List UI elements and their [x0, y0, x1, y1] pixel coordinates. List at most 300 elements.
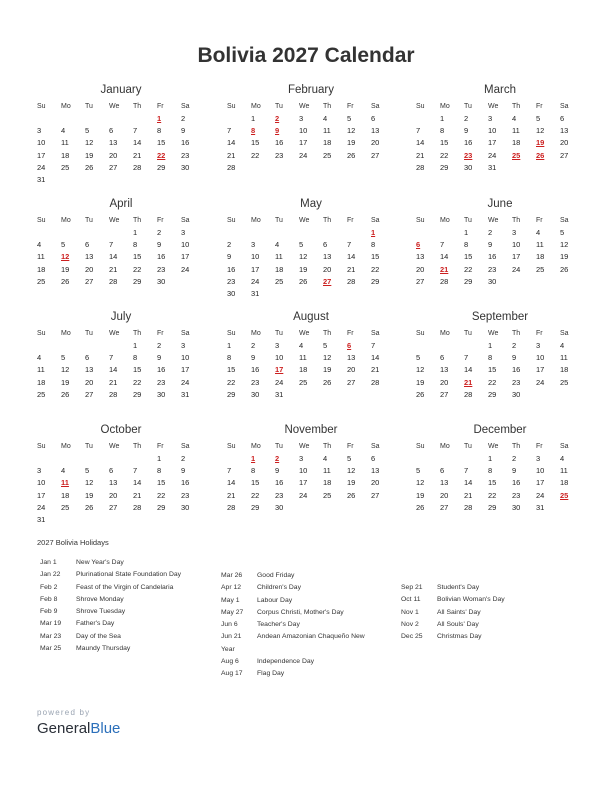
weekday-label: Tu [275, 443, 283, 450]
day-cell: 23 [275, 150, 284, 160]
week-row [37, 251, 205, 263]
day-cell: 22 [227, 377, 236, 387]
holiday-date: Jun 21 [221, 633, 242, 641]
month-august [227, 310, 395, 401]
day-cell: 5 [347, 114, 352, 123]
day-cell: 8 [133, 240, 138, 250]
holiday-name: Year [221, 645, 235, 653]
weekday-label: Mo [440, 330, 450, 337]
weekday-header [416, 101, 584, 113]
empty-day-cell [371, 288, 395, 300]
day-cell: 14 [464, 365, 473, 375]
day-cell: 27 [85, 389, 94, 399]
day-cell: 16 [251, 365, 260, 375]
empty-day-cell [299, 389, 323, 401]
holiday-date: Feb 8 [40, 595, 58, 603]
day-cell: 17 [181, 252, 190, 262]
holiday-name: Feast of the Virgin of Candelaria [76, 583, 174, 591]
week-row [37, 465, 205, 477]
empty-day-cell [560, 389, 584, 401]
holiday-date: Mar 19 [40, 620, 62, 628]
week-row [227, 288, 395, 300]
day-cell: 25 [275, 276, 284, 286]
day-cell: 1 [133, 341, 138, 350]
day-cell: 15 [488, 478, 497, 488]
day-cell: 4 [61, 466, 66, 476]
day-cell: 14 [227, 478, 236, 488]
day-cell: 24 [299, 490, 308, 500]
day-cell: 20 [347, 365, 356, 375]
day-cell: 19 [61, 264, 70, 274]
holiday-day-cell: 26 [536, 150, 545, 160]
day-cell: 28 [464, 502, 473, 512]
day-cell: 30 [488, 276, 497, 286]
holiday-list-column-1 [40, 557, 181, 655]
day-cell: 14 [227, 138, 236, 148]
weekday-label: We [488, 217, 499, 224]
holiday-entry [40, 569, 181, 581]
day-cell: 17 [536, 365, 545, 375]
empty-day-cell [227, 453, 251, 465]
week-row [37, 477, 205, 489]
holiday-name: Independence Day [257, 658, 315, 666]
week-row [37, 389, 205, 401]
weekday-label: Sa [371, 330, 380, 337]
day-cell: 24 [37, 502, 46, 512]
day-cell: 30 [512, 502, 521, 512]
day-cell: 21 [109, 377, 118, 387]
empty-day-cell [275, 162, 299, 174]
day-cell: 16 [157, 252, 166, 262]
weekday-label: Sa [371, 103, 380, 110]
day-cell: 10 [299, 466, 308, 476]
day-cell: 19 [416, 377, 425, 387]
day-cell: 14 [133, 138, 142, 148]
day-cell: 15 [440, 138, 449, 148]
weekday-label: Mo [251, 330, 261, 337]
day-cell: 10 [181, 240, 190, 250]
day-cell: 20 [440, 377, 449, 387]
day-cell: 23 [512, 377, 521, 387]
day-cell: 12 [85, 138, 94, 148]
holiday-day-cell: 1 [371, 228, 376, 237]
week-row [227, 137, 395, 149]
day-cell: 15 [371, 252, 380, 262]
day-cell: 11 [323, 466, 331, 476]
weekday-label: Th [323, 217, 332, 224]
weekday-label: Tu [275, 217, 283, 224]
day-cell: 27 [109, 162, 118, 172]
day-cell: 21 [347, 264, 356, 274]
day-cell: 30 [251, 389, 260, 399]
day-cell: 11 [61, 138, 69, 148]
holiday-day-cell: 25 [512, 150, 521, 160]
day-cell: 15 [251, 478, 260, 488]
day-cell: 19 [85, 150, 94, 160]
week-row [37, 125, 205, 137]
month-name: October [100, 424, 142, 436]
empty-day-cell [299, 227, 323, 239]
day-cell: 27 [347, 377, 356, 387]
holiday-date: Apr 12 [221, 584, 242, 592]
empty-day-cell [464, 340, 488, 352]
week-row [227, 502, 395, 514]
empty-day-cell [181, 276, 205, 288]
empty-day-cell [85, 227, 109, 239]
day-cell: 29 [157, 162, 166, 172]
empty-day-cell [109, 227, 133, 239]
day-cell: 17 [299, 478, 308, 488]
weekday-label: Tu [464, 103, 472, 110]
day-cell: 8 [371, 240, 376, 250]
day-cell: 28 [371, 377, 380, 387]
weekday-label: Su [416, 217, 425, 224]
week-row [227, 227, 395, 239]
day-cell: 2 [512, 341, 517, 350]
weekday-label: Th [512, 103, 521, 110]
week-row [37, 239, 205, 251]
day-cell: 22 [488, 377, 497, 387]
day-cell: 18 [536, 252, 545, 262]
brand-part-blue: Blue [90, 720, 121, 737]
empty-day-cell [440, 340, 464, 352]
weekday-label: Tu [275, 330, 283, 337]
empty-day-cell [61, 227, 85, 239]
week-row [37, 113, 205, 125]
month-october [37, 423, 205, 526]
day-cell: 6 [85, 353, 90, 363]
holiday-day-cell: 17 [275, 365, 284, 375]
empty-day-cell [61, 514, 85, 526]
day-cell: 10 [181, 353, 190, 363]
empty-day-cell [347, 162, 371, 174]
holiday-day-cell: 9 [275, 126, 280, 136]
week-row [37, 453, 205, 465]
holidays-title: 2027 Bolivia Holidays [37, 538, 109, 547]
day-cell: 31 [275, 389, 284, 399]
week-row [37, 264, 205, 276]
week-row [227, 490, 395, 502]
week-row [227, 150, 395, 162]
day-cell: 13 [85, 252, 94, 262]
weekday-label: Th [133, 103, 142, 110]
day-cell: 23 [251, 377, 260, 387]
day-cell: 24 [275, 377, 284, 387]
day-cell: 15 [133, 252, 142, 262]
weekday-label: Su [227, 103, 236, 110]
empty-day-cell [440, 453, 464, 465]
day-cell: 31 [251, 288, 260, 298]
day-cell: 5 [536, 114, 541, 123]
empty-day-cell [157, 174, 181, 186]
holiday-date: Aug 6 [221, 658, 239, 666]
day-cell: 28 [464, 389, 473, 399]
day-cell: 17 [536, 478, 545, 488]
day-cell: 28 [109, 389, 118, 399]
weekday-label: Tu [464, 330, 472, 337]
weekday-label: Mo [440, 217, 450, 224]
empty-day-cell [299, 162, 323, 174]
day-cell: 18 [37, 377, 46, 387]
month-april [37, 197, 205, 288]
weekday-label: Tu [85, 217, 93, 224]
day-cell: 9 [251, 353, 256, 363]
day-cell: 21 [227, 150, 236, 160]
day-cell: 2 [157, 341, 162, 350]
day-cell: 26 [323, 377, 332, 387]
weekday-label: Sa [560, 217, 569, 224]
day-cell: 27 [371, 490, 380, 500]
holiday-entry [221, 668, 365, 680]
day-cell: 19 [323, 365, 332, 375]
holiday-entry [401, 631, 505, 643]
week-row [416, 264, 584, 276]
day-cell: 10 [488, 126, 497, 136]
day-cell: 26 [416, 389, 425, 399]
empty-day-cell [464, 453, 488, 465]
day-cell: 26 [85, 162, 94, 172]
day-cell: 12 [347, 126, 356, 136]
empty-day-cell [416, 113, 440, 125]
holiday-day-cell: 27 [323, 276, 332, 286]
day-cell: 17 [181, 365, 190, 375]
month-name: January [100, 84, 142, 96]
day-cell: 20 [371, 478, 380, 488]
day-cell: 10 [251, 252, 260, 262]
day-cell: 8 [227, 353, 232, 363]
week-row [227, 364, 395, 376]
holiday-date: Feb 2 [40, 583, 58, 591]
weekday-label: Su [37, 103, 46, 110]
weekday-label: Sa [560, 330, 569, 337]
day-cell: 6 [440, 353, 445, 363]
weekday-label: Fr [157, 330, 164, 337]
weekday-label: Sa [181, 443, 190, 450]
day-cell: 4 [512, 114, 517, 123]
holiday-entry [40, 594, 181, 606]
day-cell: 7 [440, 240, 445, 250]
day-cell: 22 [251, 150, 260, 160]
weekday-label: We [109, 330, 120, 337]
weekday-label: We [488, 103, 499, 110]
day-cell: 25 [37, 276, 46, 286]
week-row [416, 502, 584, 514]
empty-day-cell [347, 227, 371, 239]
weekday-label: Th [323, 330, 332, 337]
week-row [416, 113, 584, 125]
day-cell: 18 [323, 478, 332, 488]
empty-day-cell [371, 502, 395, 514]
day-cell: 5 [323, 341, 328, 350]
empty-day-cell [181, 514, 205, 526]
day-cell: 18 [560, 365, 569, 375]
holiday-entry [40, 582, 181, 594]
weekday-header [227, 215, 395, 227]
week-row [416, 137, 584, 149]
holiday-entry [221, 619, 365, 631]
day-cell: 9 [488, 240, 493, 250]
empty-day-cell [251, 227, 275, 239]
day-cell: 30 [157, 389, 166, 399]
empty-day-cell [299, 288, 323, 300]
week-row [227, 352, 395, 364]
day-cell: 19 [299, 264, 308, 274]
empty-day-cell [109, 514, 133, 526]
empty-day-cell [251, 162, 275, 174]
weekday-label: Mo [251, 217, 261, 224]
holiday-name: Day of the Sea [76, 632, 121, 640]
weekday-label: Mo [61, 443, 71, 450]
day-cell: 22 [488, 490, 497, 500]
day-cell: 19 [560, 252, 569, 262]
day-cell: 6 [560, 114, 565, 123]
day-cell: 13 [416, 252, 425, 262]
week-row [37, 150, 205, 162]
day-cell: 29 [464, 276, 473, 286]
day-cell: 23 [227, 276, 236, 286]
day-cell: 29 [157, 502, 166, 512]
week-row [37, 174, 205, 186]
day-cell: 27 [560, 150, 569, 160]
empty-day-cell [323, 227, 347, 239]
day-cell: 17 [488, 138, 497, 148]
weekday-label: Tu [85, 443, 93, 450]
day-cell: 6 [323, 240, 328, 250]
day-cell: 11 [37, 252, 45, 262]
day-cell: 5 [560, 228, 565, 237]
holiday-day-cell: 25 [560, 490, 569, 500]
day-cell: 18 [275, 264, 284, 274]
day-cell: 21 [416, 150, 425, 160]
generalblue-logo[interactable] [37, 720, 120, 737]
day-cell: 12 [347, 466, 356, 476]
empty-day-cell [512, 162, 536, 174]
month-january [37, 83, 205, 186]
holiday-name: Children's Day [257, 584, 301, 592]
empty-day-cell [536, 162, 560, 174]
day-cell: 13 [371, 466, 380, 476]
day-cell: 23 [157, 264, 166, 274]
holiday-day-cell: 6 [416, 240, 421, 250]
day-cell: 20 [85, 264, 94, 274]
day-cell: 26 [347, 490, 356, 500]
day-cell: 16 [512, 478, 521, 488]
weekday-header [37, 441, 205, 453]
holiday-list-column-2 [221, 570, 365, 681]
day-cell: 16 [227, 264, 236, 274]
holiday-name: Flag Day [257, 670, 285, 678]
empty-day-cell [133, 113, 157, 125]
empty-day-cell [133, 174, 157, 186]
day-cell: 12 [61, 365, 70, 375]
week-row [416, 251, 584, 263]
day-cell: 4 [61, 126, 66, 136]
empty-day-cell [560, 502, 584, 514]
day-cell: 7 [133, 466, 138, 476]
day-cell: 20 [560, 138, 569, 148]
week-row [37, 364, 205, 376]
day-cell: 2 [181, 454, 186, 463]
weekday-label: We [299, 103, 310, 110]
day-cell: 3 [488, 114, 493, 123]
day-cell: 27 [440, 389, 449, 399]
week-row [37, 377, 205, 389]
day-cell: 20 [440, 490, 449, 500]
holiday-entry [221, 631, 365, 643]
day-cell: 29 [488, 502, 497, 512]
day-cell: 24 [488, 150, 497, 160]
day-cell: 19 [416, 490, 425, 500]
weekday-label: Su [37, 443, 46, 450]
day-cell: 24 [536, 490, 545, 500]
day-cell: 27 [85, 276, 94, 286]
day-cell: 21 [371, 365, 380, 375]
day-cell: 20 [85, 377, 94, 387]
day-cell: 16 [512, 365, 521, 375]
day-cell: 30 [157, 276, 166, 286]
empty-day-cell [85, 113, 109, 125]
week-row [227, 113, 395, 125]
holiday-name: All Saints' Day [437, 608, 481, 616]
day-cell: 29 [371, 276, 380, 286]
month-name: August [293, 311, 329, 323]
day-cell: 3 [512, 228, 517, 237]
day-cell: 15 [157, 138, 166, 148]
day-cell: 24 [181, 264, 190, 274]
empty-day-cell [109, 453, 133, 465]
weekday-label: Sa [560, 103, 569, 110]
day-cell: 26 [347, 150, 356, 160]
weekday-label: We [109, 103, 120, 110]
day-cell: 1 [464, 228, 469, 237]
month-december [416, 423, 584, 514]
day-cell: 7 [464, 353, 469, 363]
week-row [416, 162, 584, 174]
day-cell: 7 [109, 353, 114, 363]
day-cell: 13 [371, 126, 380, 136]
day-cell: 9 [512, 353, 517, 363]
holiday-entry [40, 631, 181, 643]
day-cell: 1 [488, 341, 493, 350]
weekday-label: We [299, 330, 310, 337]
day-cell: 28 [227, 502, 236, 512]
day-cell: 10 [512, 240, 521, 250]
day-cell: 13 [323, 252, 332, 262]
day-cell: 10 [299, 126, 308, 136]
empty-day-cell [416, 340, 440, 352]
empty-day-cell [61, 340, 85, 352]
day-cell: 28 [133, 502, 142, 512]
day-cell: 14 [109, 365, 118, 375]
holiday-day-cell: 2 [275, 114, 280, 123]
month-name: September [471, 311, 529, 323]
day-cell: 26 [85, 502, 94, 512]
weekday-label: Fr [157, 443, 164, 450]
day-cell: 3 [536, 454, 541, 463]
week-row [416, 352, 584, 364]
day-cell: 4 [560, 454, 565, 463]
day-cell: 30 [181, 162, 190, 172]
day-cell: 18 [560, 478, 569, 488]
day-cell: 31 [536, 502, 545, 512]
week-row [416, 364, 584, 376]
empty-day-cell [109, 340, 133, 352]
weekday-label: Su [37, 217, 46, 224]
day-cell: 25 [37, 389, 46, 399]
day-cell: 22 [251, 490, 260, 500]
holiday-entry [221, 595, 365, 607]
day-cell: 6 [440, 466, 445, 476]
